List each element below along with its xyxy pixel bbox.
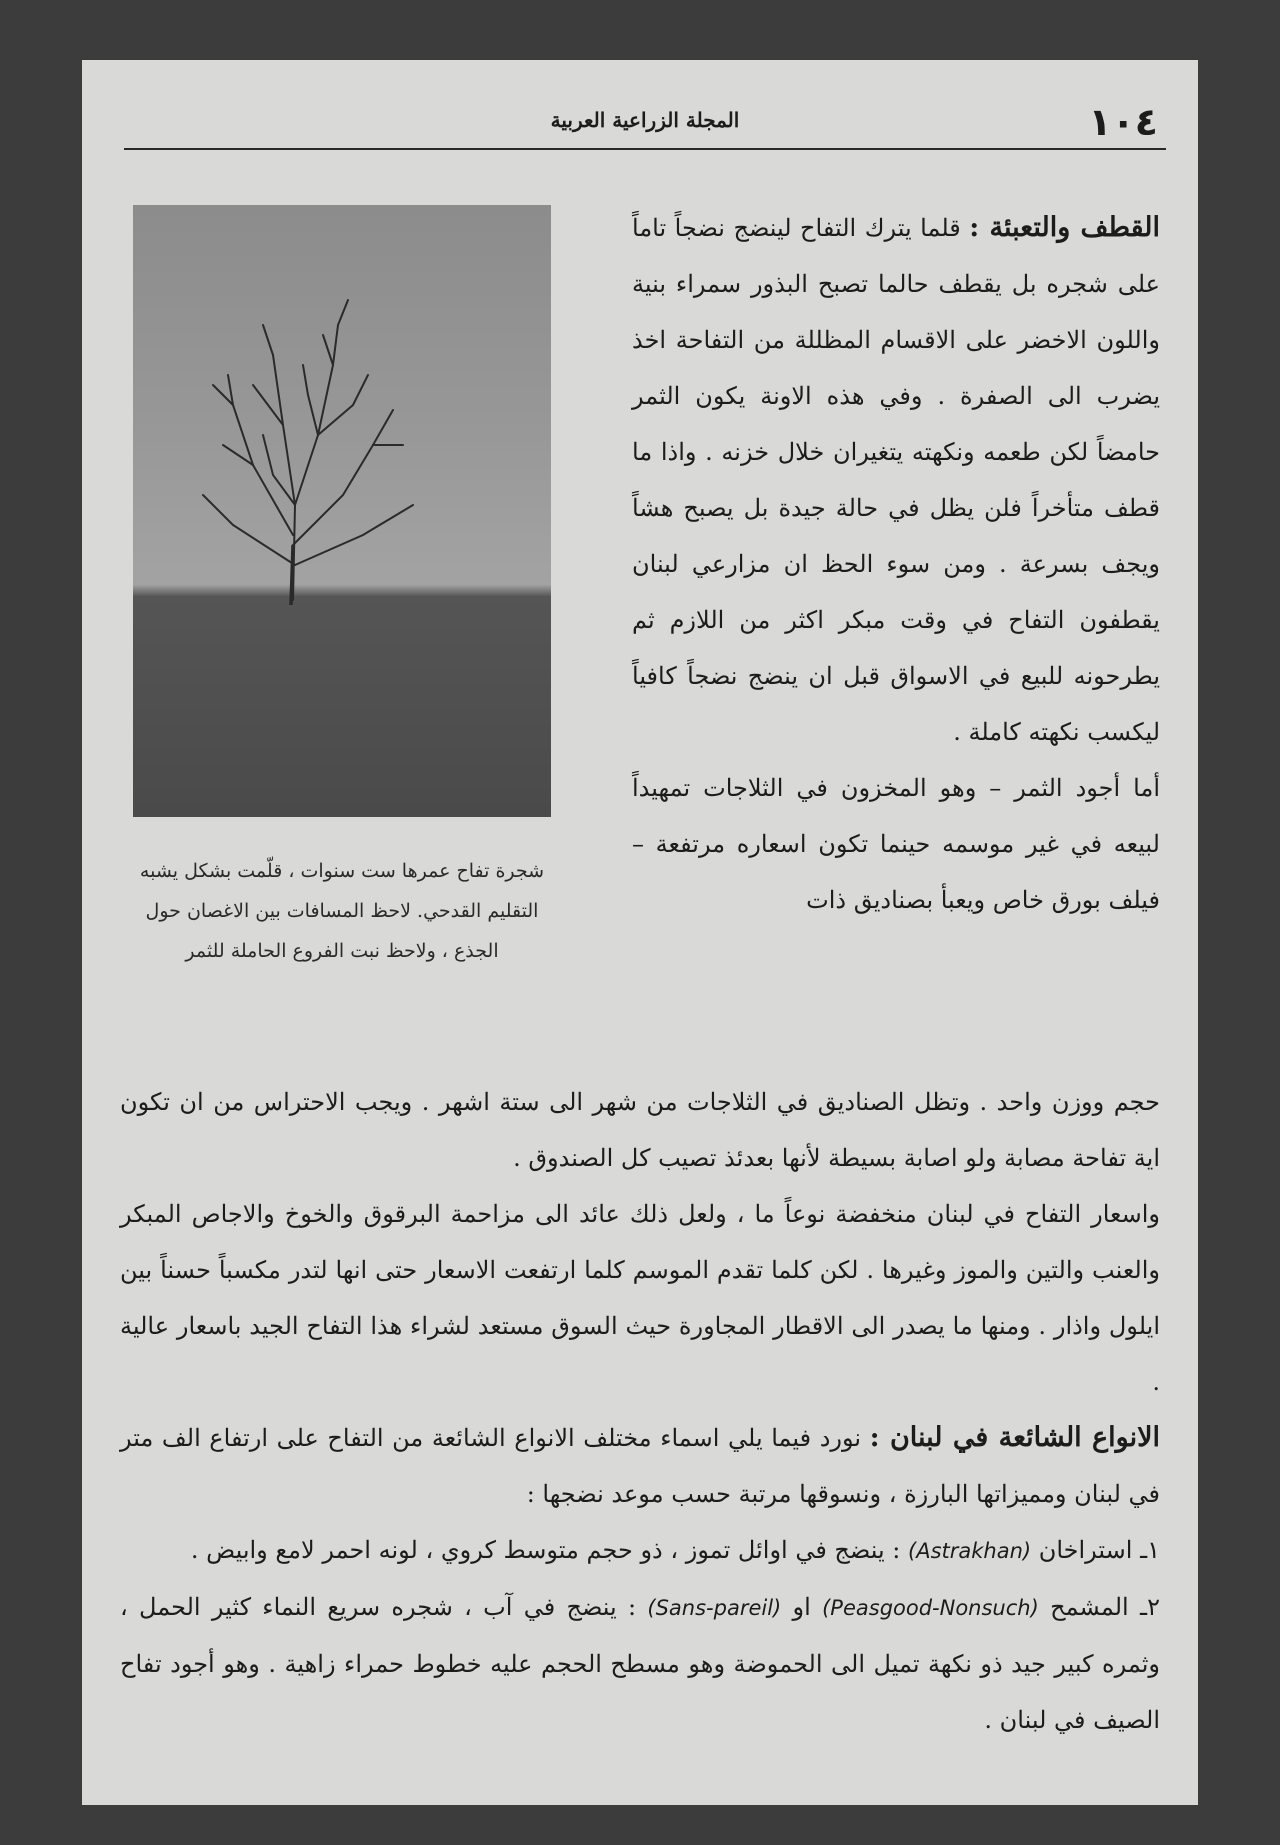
item-name: ١ـ استراخان [1038, 1536, 1160, 1564]
paragraph [632, 760, 1160, 928]
tree-illustration [133, 205, 551, 817]
item-name: ٢ـ المشمح [1050, 1593, 1160, 1621]
journal-page [82, 60, 1198, 1805]
journal-title: المجلة الزراعية العربية [550, 108, 740, 132]
figure-caption [122, 851, 562, 971]
caption-line: التقليم القدحي. لاحظ المسافات بين الاغصان حول [145, 900, 539, 922]
paragraph [632, 200, 1160, 760]
caption-line: شجرة تفاح عمرها ست سنوات ، قلّمت بشكل يشبه [139, 860, 545, 882]
latin-name: (Peasgood-Nonsuch) [822, 1596, 1039, 1620]
page-number: ١٠٤ [1088, 100, 1158, 144]
paragraph-text: قلما يترك التفاح لينضج نضجاً تاماً على شجره بل يقطف حالما تصبح البذور سمراء بنية واللون الاخضر على الاقسام المظللة من التفاحة اخذ يضرب الى الصفرة . وفي هذه الاونة يكون الثمر حامضاً لكن طعمه ونكهته يتغيران خلال خزنه . واذا ما قطف متأخراً فلن يظل في حالة جيدة بل يصبح هشاً ويجف بسرعة . ومن سوء الحظ ان مزارعي لبنان يقطفون التفاح في وقت مبكر اكثر من اللازم ثم يطرحونه للبيع في الاسواق قبل ان ينضج نضجاً كافياً ليكسب نكهته كاملة . [632, 214, 1160, 746]
paragraph: واسعار التفاح في لبنان منخفضة نوعاً ما ، ولعل ذلك عائد الى مزاحمة البرقوق والخوخ والاجاص المبكر والعنب والتين والموز وغيرها . لكن كلما تقدم الموسم كلما ارتفعت الاسعار حتى انها لتدر مكسباً حسناً بين ايلول واذار . ومنها ما يصدر الى الاقطار المجاورة حيث السوق مستعد لشراء هذا التفاح الجيد باسعار عالية . [120, 1200, 1160, 1396]
item-text: : ينضج في اوائل تموز ، ذو حجم متوسط كروي ، لونه احمر لامع وابيض . [190, 1536, 901, 1564]
apple-tree-photo [133, 205, 551, 817]
caption-line: الجذع ، ولاحظ نبت الفروع الحاملة للثمر [185, 940, 499, 962]
item-text: : ينضج في آب ، شجره سريع النماء كثير الحمل ، وثمره كبير جيد ذو نكهة تميل الى الحموضة وهو مسطح الحجم عليه خطوط حمراء زاهية . وهو أجود تفاح الصيف في لبنان . [120, 1593, 1160, 1734]
item-or: او [792, 1593, 811, 1621]
figure [122, 205, 562, 971]
latin-name: (Sans-pareil) [647, 1596, 782, 1620]
section-heading-varieties: الانواع الشائعة في لبنان : [869, 1422, 1160, 1453]
list-item [120, 1522, 1160, 1579]
paragraph: حجم ووزن واحد . وتظل الصناديق في الثلاجات من شهر الى ستة اشهر . ويجب الاحتراس من ان تكون اية تفاحة مصابة ولو اصابة بسيطة لأنها بعدئذ تصيب كل الصندوق . [120, 1088, 1160, 1172]
paragraph-text: نورد فيما يلي اسماء مختلف الانواع الشائعة من التفاح على ارتفاع الف متر في لبنان ومميزاتها البارزة ، ونسوقها مرتبة حسب موعد نضجها : [120, 1424, 1160, 1508]
paragraph [120, 1410, 1160, 1522]
list-item [120, 1579, 1160, 1748]
full-width-text [120, 1074, 1160, 1748]
column-text [632, 200, 1160, 928]
page-header [124, 100, 1166, 150]
latin-name: (Astrakhan) [908, 1539, 1032, 1563]
paragraph-text: أما أجود الثمر – وهو المخزون في الثلاجات تمهيداً لبيعه في غير موسمه حينما تكون اسعاره مرتفعة – فيلف بورق خاص ويعبأ بصناديق ذات [632, 774, 1160, 914]
section-heading-harvest: القطف والتعبئة : [969, 212, 1160, 243]
